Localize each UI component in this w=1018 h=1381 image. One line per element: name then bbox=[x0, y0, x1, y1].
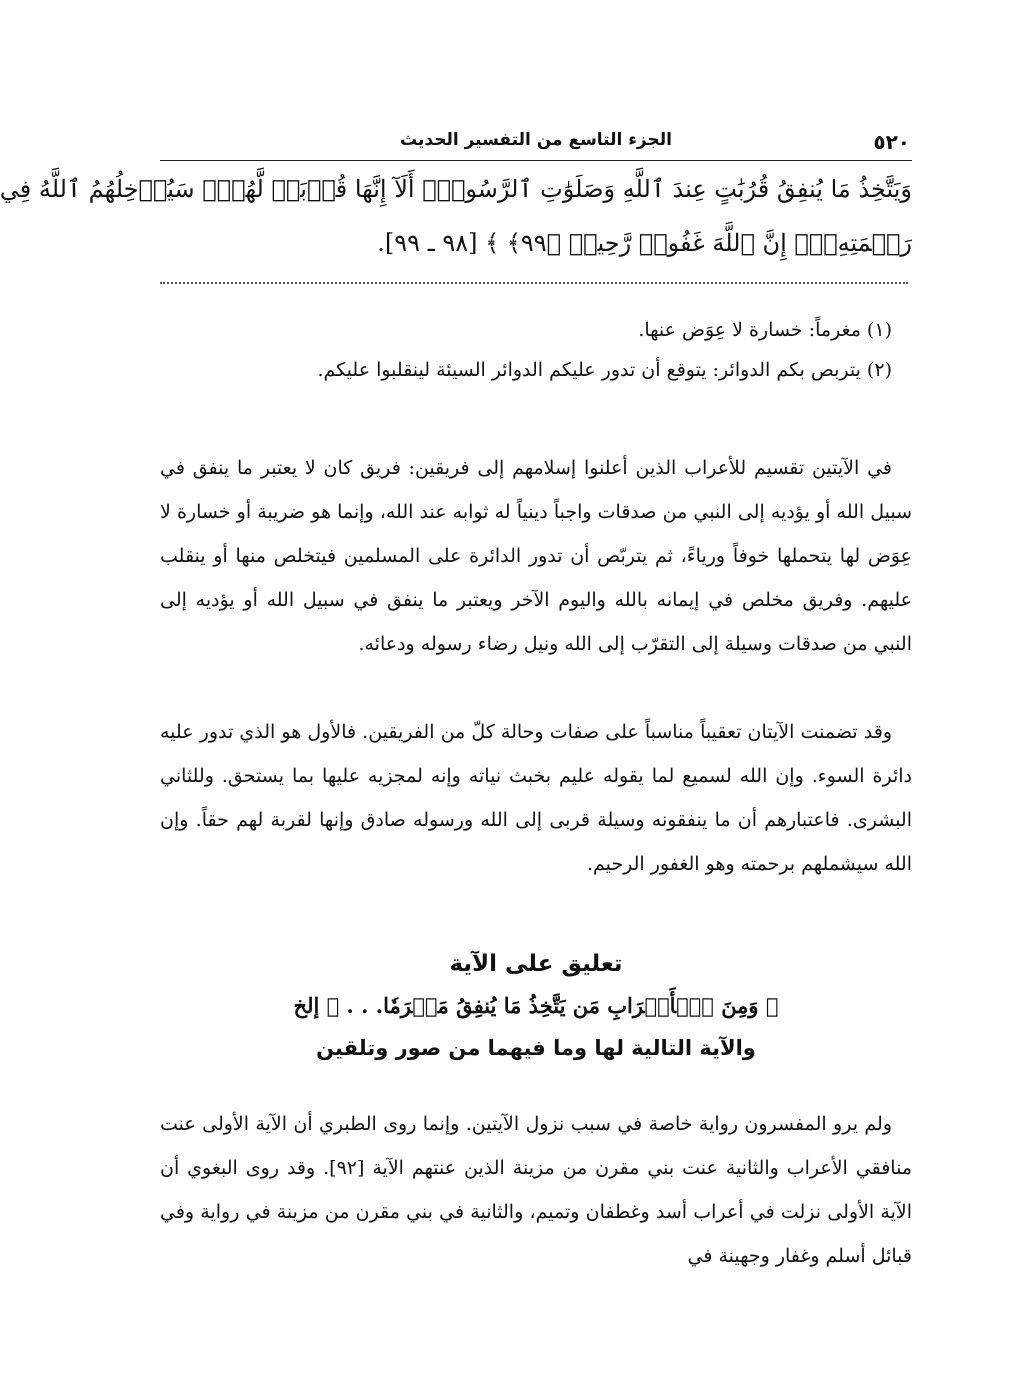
footnote-2: (٢) يتربص بكم الدوائر: يتوقع أن تدور عليكم الدوائر السيئة لينقلبوا عليكم. bbox=[317, 359, 892, 381]
footnote-1: (١) مغرماً: خسارة لا عِوَض عنها. bbox=[638, 319, 892, 341]
paragraph-3 bbox=[160, 1102, 912, 1278]
header-title: الجزء التاسع من التفسير الحديث bbox=[400, 130, 672, 150]
paragraph-1 bbox=[160, 446, 912, 666]
paragraph-1-text: في الآيتين تقسيم للأعراب الذين أعلنوا إسلامهم إلى فريقين: فريق كان لا يعتبر ما ينفق في سبيل الله أو يؤديه إلى النبي من صدقات واجباً دينياً له ثوابه عند الله، وإنما هو ضريبة أو خسارة لا عِوَض لها يتحملها خوفاً ورياءً، ثم يتربّص أن تدور الدائرة على المسلمين فيتخلص منها أو ينقلب عليهم. وفريق مخلص في إيمانه بالله واليوم الآخر ويعتبر ما ينفق في سبيل الله أو يؤديه إلى النبي من صدقات وسيلة إلى التقرّب إلى الله ونيل رضاء رسوله ودعائه. bbox=[160, 457, 912, 655]
paragraph-2 bbox=[160, 710, 912, 886]
commentary-verse-ref: ﴿ وَمِنَ ٱلۡأَعۡرَابِ مَن يَتَّخِذُ مَا يُنفِقُ مَغۡرَمٗا. . . ﴾ إلخ bbox=[293, 993, 779, 1018]
paragraph-3-text: ولم يرو المفسرون رواية خاصة في سبب نزول الآيتين. وإنما روى الطبري أن الآية الأولى عنت منافقي الأعراب والثانية عنت بني مقرن من مزينة الذين عنتهم الآية [٩٢]. وقد روى البغوي أن الآية الأولى نزلت في أعراب أسد وغطفان وتميم، والثانية في بني مقرن من مزينة في رواية وفي قبائل أسلم وغفار وجهينة في bbox=[160, 1113, 913, 1267]
footnotes bbox=[160, 310, 912, 390]
commentary-subheading: والآية التالية لها وما فيهما من صور وتلقين bbox=[316, 1036, 756, 1060]
paragraph-2-text: وقد تضمنت الآيتان تعقيباً مناسباً على صفات وحالة كلّ من الفريقين. فالأول هو الذي تدور عليه دائرة السوء. وإن الله لسميع لما يقوله عليم بخبث نياته وإنه لمجزيه عليها بما يستحق. وللثاني البشرى. فاعتبارهم أن ما ينفقونه وسيلة قربى إلى الله ورسوله صادق وإنها لقربة لهم حقاً. وإن الله سيشملهم برحمته وهو الغفور الرحيم. bbox=[160, 721, 912, 875]
page-number: ٥٢٠ bbox=[873, 130, 910, 154]
footnote-separator bbox=[160, 282, 908, 284]
commentary-section bbox=[160, 942, 912, 1070]
running-header bbox=[160, 128, 912, 161]
commentary-heading: تعليق على الآية bbox=[449, 951, 623, 977]
quran-verse-line-2: رَحۡمَتِهِۦٓۚ إِنَّ ٱللَّهَ غَفُورٞ رَّحِيمٞ ﴿٩٩﴾ ﴾ [٩٨ ـ ٩٩]. bbox=[377, 229, 912, 257]
quran-verse-line-1: وَيَتَّخِذُ مَا يُنفِقُ قُرُبَٰتٍ عِندَ ٱللَّهِ وَصَلَوَٰتِ ٱلرَّسُولِۚ أَلَآ إِنَّهَا قُرۡبَةٞ لَّهُمۡۚ سَيُدۡخِلُهُمُ ٱللَّهُ فِي bbox=[0, 175, 912, 203]
